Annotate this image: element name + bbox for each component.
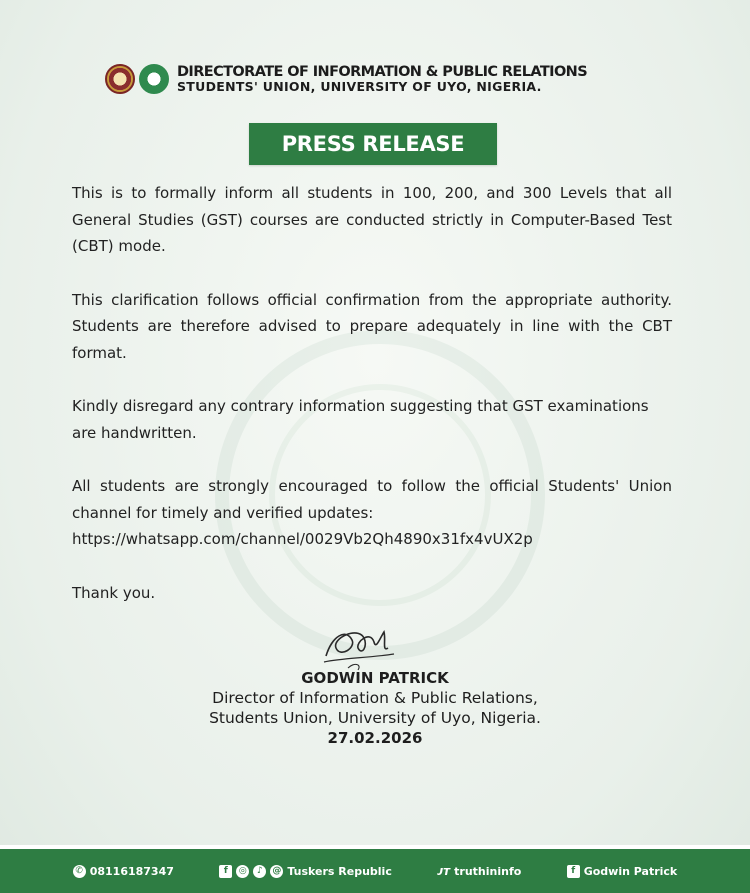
channel-text: All students are strongly encouraged to follow the official Students' Union channel for timely and verified updates: xyxy=(72,477,672,522)
paragraph-disregard: Kindly disregard any contrary information suggesting that GST examinations are handwritten. xyxy=(72,397,649,442)
signatory-org: Students Union, University of Uyo, Nigeria. xyxy=(209,709,541,727)
instagram-icon: ◎ xyxy=(236,865,249,878)
footer-site[interactable] xyxy=(437,864,521,878)
paragraph-clarification: This clarification follows official confirmation from the appropriate authority. Students are therefore advised to prepare adequately in line with the CBT format. xyxy=(72,290,672,362)
footer-social-text: Tuskers Republic xyxy=(287,864,392,878)
link-icon: ᴊᴛ xyxy=(437,864,451,878)
signature-image xyxy=(318,618,398,673)
release-body xyxy=(72,180,672,633)
signatory-name: GODWIN PATRICK xyxy=(301,669,449,687)
tiktok-icon: ♪ xyxy=(253,865,266,878)
signatory-title: Director of Information & Public Relations, xyxy=(212,689,538,707)
threads-icon: @ xyxy=(272,865,282,876)
union-subtitle: STUDENTS' UNION, UNIVERSITY OF UYO, NIGERIA. xyxy=(177,79,542,94)
footer-facebook-text: Godwin Patrick xyxy=(583,864,678,878)
signoff-block xyxy=(130,668,620,748)
release-date: 27.02.2026 xyxy=(327,729,423,747)
footer-facebook[interactable] xyxy=(567,865,678,878)
union-logo-icon xyxy=(139,64,169,94)
footer-social[interactable] xyxy=(219,865,392,878)
paragraph-cbt-notice: This is to formally inform all students in 100, 200, and 300 Levels that all General Studies (GST) courses are conducted strictly in Computer-Based Test (CBT) mode. xyxy=(72,184,672,255)
directorate-title: DIRECTORATE OF INFORMATION & PUBLIC RELATIONS xyxy=(177,63,588,80)
paragraph-thanks: Thank you. xyxy=(72,583,156,602)
university-crest-icon xyxy=(105,64,135,94)
letterhead-text xyxy=(177,65,587,94)
footer-phone-text: 08116187347 xyxy=(89,864,174,878)
whatsapp-icon: ✆ xyxy=(73,865,86,878)
facebook-icon: f xyxy=(567,865,580,878)
channel-link[interactable]: https://whatsapp.com/channel/0029Vb2Qh4890x31fx4vUX2p xyxy=(72,530,533,548)
press-release-badge: PRESS RELEASE xyxy=(249,123,497,165)
paragraph-channel xyxy=(72,473,672,553)
footer-bar xyxy=(0,845,750,893)
facebook-icon: f xyxy=(219,865,232,878)
letterhead xyxy=(105,58,665,100)
footer-phone[interactable] xyxy=(73,865,174,878)
footer-site-text: truthininfo xyxy=(454,864,522,878)
